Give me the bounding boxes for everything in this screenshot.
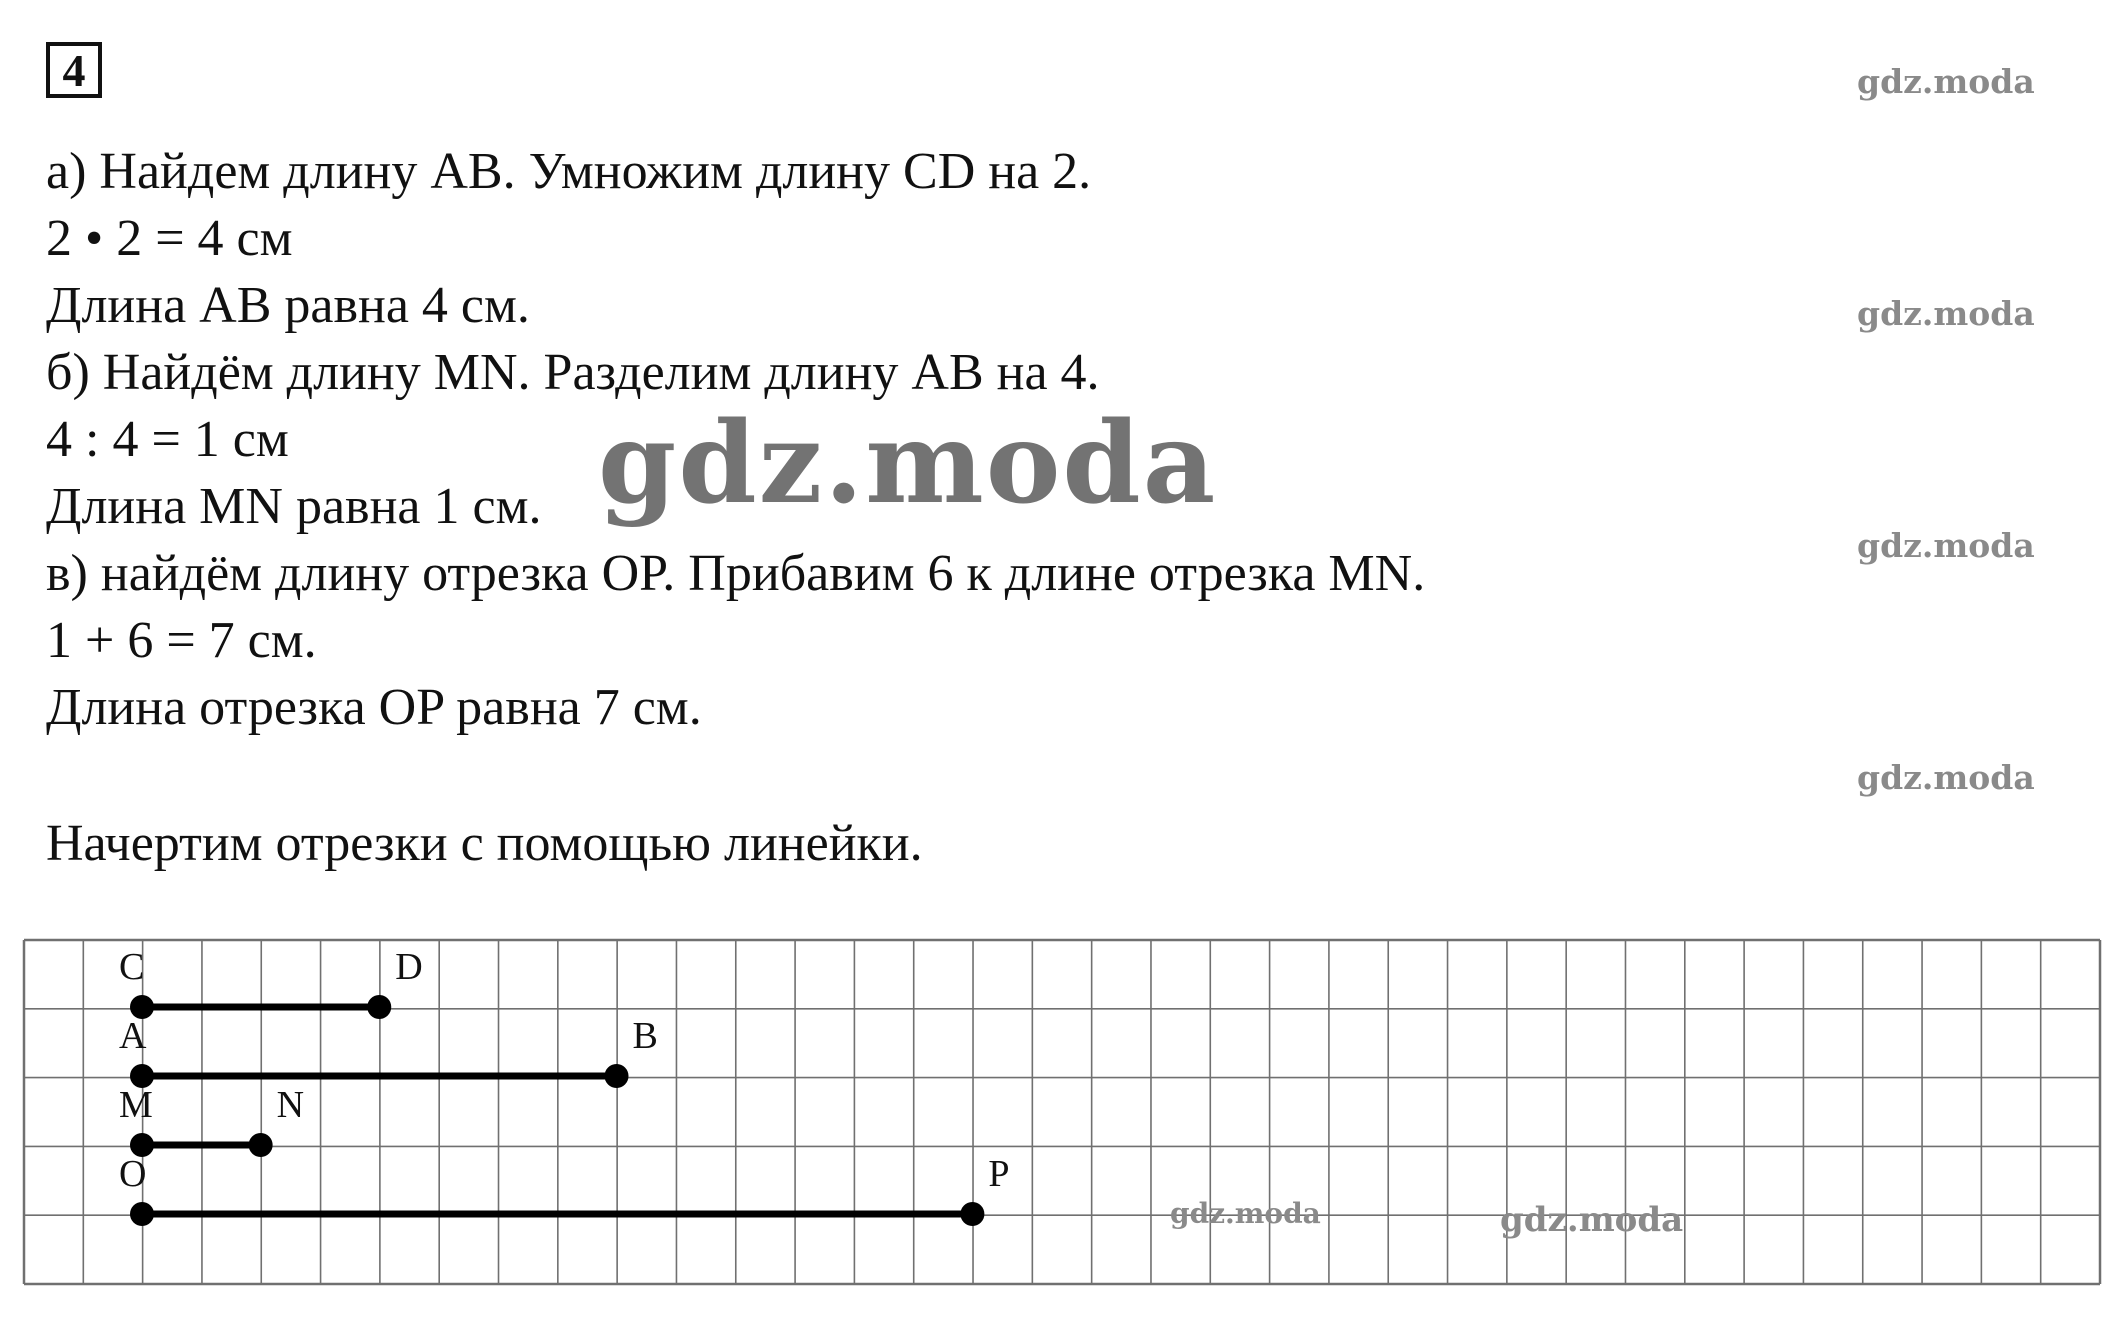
watermark-side-3: gdz.moda	[1857, 526, 2035, 565]
solution-line-a-answer: Длина AB равна 4 см.	[46, 277, 530, 334]
conclusion-text: Начертим отрезки с помощью линейки.	[46, 815, 923, 872]
point-label-D: D	[395, 946, 423, 988]
solution-line-a: а) Найдем длину AB. Умножим длину CD на 2.	[46, 143, 1092, 200]
watermark-side-1: gdz.moda	[1857, 62, 2035, 101]
point-label-A: A	[119, 1015, 147, 1057]
segments	[119, 946, 1010, 1226]
watermark-grid-1: gdz.moda	[1170, 1197, 1321, 1230]
solution-line-b-calc: 4 : 4 = 1 см	[46, 411, 289, 468]
point-label-B: B	[632, 1015, 658, 1057]
solution-line-b-answer: Длина MN равна 1 см.	[46, 478, 542, 535]
point-P	[960, 1202, 984, 1226]
grid	[24, 940, 2100, 1284]
solution-line-a-calc: 2 • 2 = 4 см	[46, 210, 293, 267]
point-label-N: N	[276, 1084, 305, 1126]
watermark-side-2: gdz.moda	[1857, 294, 2035, 333]
point-D	[367, 995, 391, 1019]
watermark-center: gdz.moda	[598, 398, 1218, 529]
point-label-C: C	[119, 946, 145, 988]
task-number: 4	[46, 42, 102, 98]
point-B	[605, 1064, 629, 1088]
point-label-M: M	[119, 1084, 153, 1126]
solution-line-c-answer: Длина отрезка OP равна 7 см.	[46, 679, 702, 736]
point-O	[130, 1202, 154, 1226]
solution-line-c-calc: 1 + 6 = 7 см.	[46, 612, 317, 669]
point-N	[249, 1133, 273, 1157]
watermark-grid-2: gdz.moda	[1500, 1200, 1684, 1240]
point-label-O: O	[119, 1153, 147, 1195]
point-label-P: P	[988, 1153, 1010, 1195]
solution-line-b: б) Найдём длину MN. Разделим длину AB на 4.	[46, 344, 1100, 401]
watermark-side-4: gdz.moda	[1857, 758, 2035, 797]
solution-line-c: в) найдём длину отрезка OP. Прибавим 6 к длине отрезка MN.	[46, 545, 1426, 602]
